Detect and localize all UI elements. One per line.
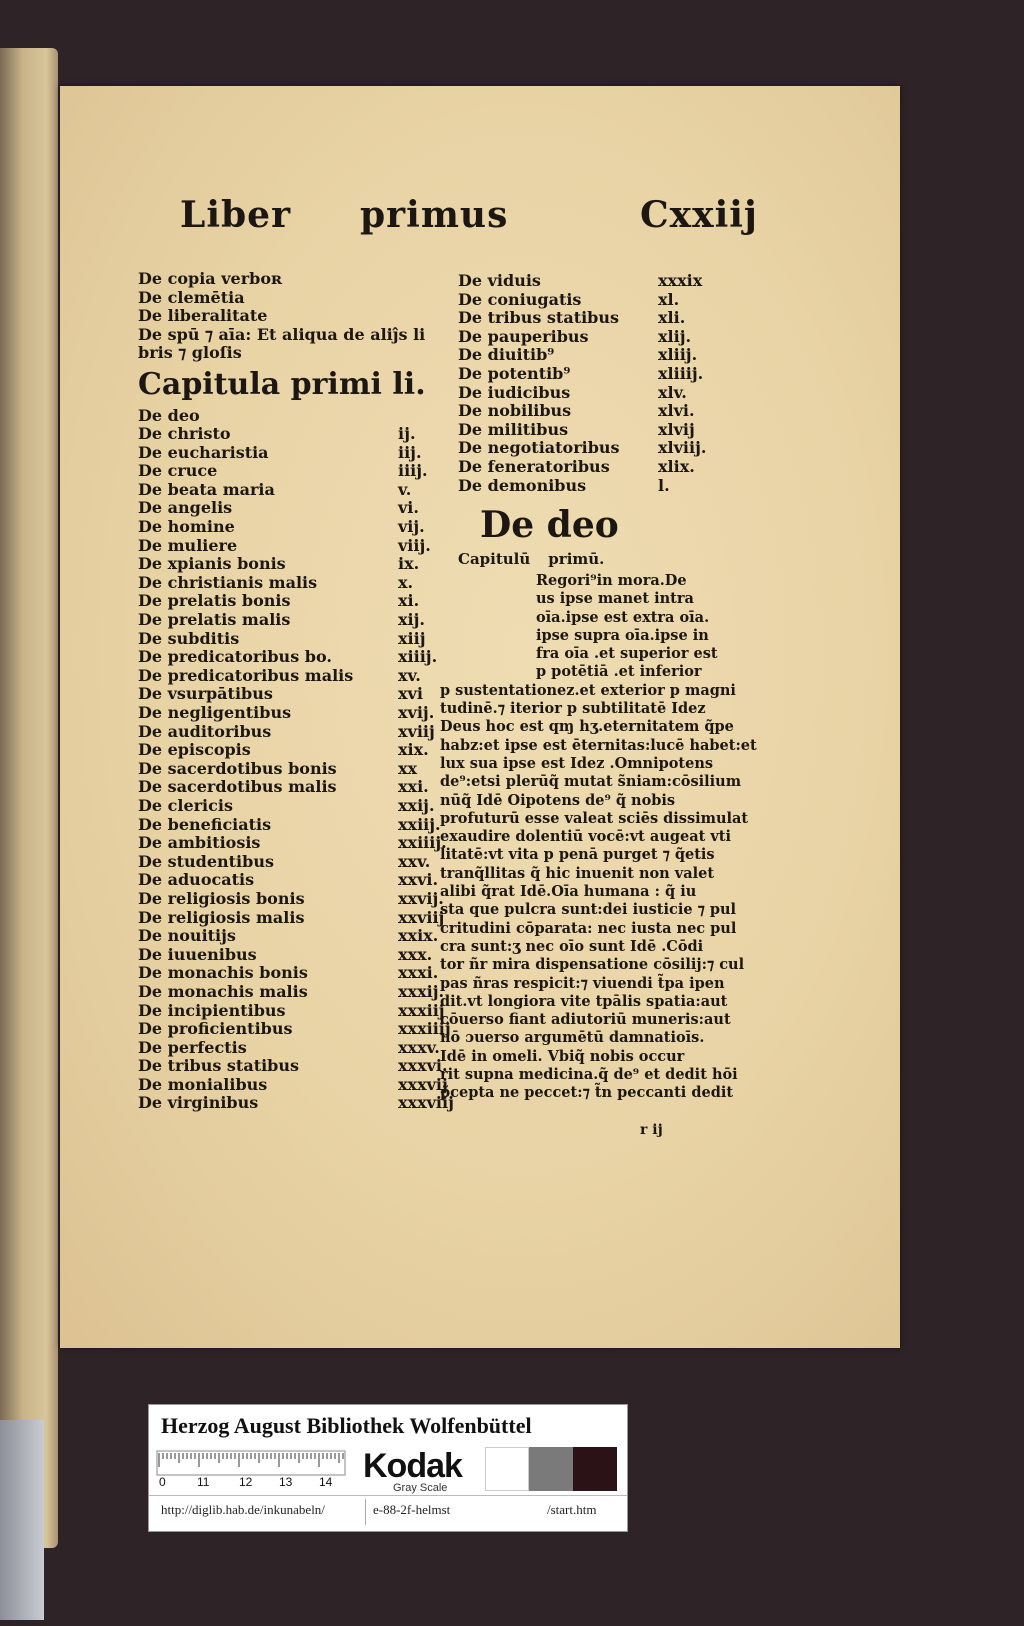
chapter-entry bbox=[138, 425, 458, 444]
body-line: us ipse manet intra bbox=[536, 590, 694, 608]
chapter-label: De viduis bbox=[458, 271, 541, 290]
chapter-label: De aduocatis bbox=[138, 870, 255, 890]
gray-patch bbox=[529, 1447, 573, 1491]
chapter-entry bbox=[138, 462, 458, 481]
chapter-entry bbox=[138, 983, 458, 1002]
chapter-number: xxviij bbox=[398, 907, 445, 927]
chapter-number: xvi bbox=[398, 684, 423, 704]
chapter-label: De prelatis bonis bbox=[138, 591, 291, 611]
facing-page-label bbox=[0, 1420, 44, 1620]
body-line: lux sua ipse est Idez .Omnipotens bbox=[440, 754, 714, 772]
chapter-entry bbox=[138, 1076, 458, 1095]
chapter-entry bbox=[138, 760, 458, 779]
intro-line: De liberalitate bbox=[138, 306, 268, 325]
chapter-label: De tribus statibus bbox=[458, 308, 619, 328]
chapter-number: xlviij. bbox=[658, 438, 707, 458]
chapter-entry bbox=[138, 1094, 458, 1113]
gray-scale-label: Gray Scale bbox=[393, 1482, 448, 1494]
body-line: rit supna medicina.q̃ de⁹ et dedit hōi bbox=[440, 1066, 738, 1084]
chapter-number: xxxiiij bbox=[398, 1019, 451, 1039]
ruler-number: 12 bbox=[239, 1475, 253, 1489]
chapter-number: xxxvij bbox=[398, 1074, 448, 1094]
chapter-label: De predicatoribus malis bbox=[138, 665, 354, 685]
chapter-entry bbox=[138, 685, 458, 704]
chapter-entry bbox=[138, 964, 458, 983]
color-target-card bbox=[148, 1404, 628, 1532]
body-line: dit.vt longiora vite tpālis spatia:aut bbox=[440, 992, 728, 1010]
intro-line: De spū ⁊ aīa: Et aliqua de aliĵs li bbox=[138, 324, 426, 344]
chapter-label: De feneratoribus bbox=[458, 456, 610, 476]
chapter-label: De prelatis malis bbox=[138, 610, 291, 630]
chapter-number: xxxi. bbox=[398, 963, 439, 983]
chapter-number: xxi. bbox=[398, 777, 429, 797]
chapter-entry bbox=[138, 797, 458, 816]
body-line: alibi q̃rat Idē.Oīa humana : q̃ iu bbox=[440, 883, 697, 901]
body-line: de⁹:etsi plerūq̃ mutat s̃niam:cōsilium bbox=[440, 773, 742, 791]
chapter-entry bbox=[138, 592, 458, 611]
body-line: exaudire dolentiū vocē:vt augeat vti bbox=[440, 828, 731, 846]
chapter-label: De christo bbox=[138, 424, 231, 444]
chapter-label: De pauperibus bbox=[458, 326, 589, 346]
left-column bbox=[138, 270, 458, 1113]
chapter-number: xix. bbox=[398, 740, 429, 760]
chapter-entry bbox=[138, 834, 458, 853]
body-line: nō ɔuerso argumētū damnatioīs. bbox=[440, 1029, 705, 1047]
chapter-number: xxiij. bbox=[398, 814, 441, 834]
library-title: Herzog August Bibliothek Wolfenbüttel bbox=[161, 1413, 532, 1438]
chapter-label: De nobilibus bbox=[458, 401, 572, 421]
facing-page-edge bbox=[0, 48, 58, 1548]
chapter-label: De iudicibus bbox=[458, 382, 571, 402]
body-line: nūq̃ Idē Oipotens de⁹ q̃ nobis bbox=[440, 791, 676, 809]
divider bbox=[149, 1495, 627, 1496]
chapter-number: xlij. bbox=[658, 326, 692, 346]
url-separator bbox=[365, 1499, 366, 1525]
running-header-primus: primus bbox=[360, 194, 509, 236]
ruler-scale bbox=[157, 1451, 345, 1475]
chapter-number: vi. bbox=[398, 498, 419, 518]
chapter-title: De deo bbox=[480, 504, 619, 546]
chapter-entry bbox=[138, 1039, 458, 1058]
chapter-number: xxxix bbox=[658, 271, 703, 290]
chapter-entry bbox=[138, 518, 458, 537]
body-line: p potētiā .et inferior bbox=[536, 663, 702, 681]
chapter-number: xxv. bbox=[398, 851, 431, 871]
chapter-entry bbox=[458, 384, 718, 403]
chapter-entry bbox=[458, 346, 718, 365]
chapter-entry bbox=[138, 890, 458, 909]
chapter-label: De iuuenibus bbox=[138, 944, 257, 964]
chapter-label: De potentib⁹ bbox=[458, 363, 571, 383]
chapter-list-right bbox=[458, 272, 718, 495]
body-line: habz:et ipse est ēternitas:lucē habet:et bbox=[440, 736, 757, 754]
chapter-number: l. bbox=[658, 475, 670, 495]
chapter-number: iiij. bbox=[398, 461, 428, 481]
body-line: p sustentationez.et exterior p magni bbox=[440, 681, 736, 699]
body-line: tranq̃llitas q̃ hic inuenit non valet bbox=[440, 864, 715, 882]
chapter-number bbox=[394, 407, 458, 426]
signature-mark: r ĳ bbox=[640, 1122, 663, 1138]
chapter-label: De auditoribus bbox=[138, 721, 272, 741]
url-shelfmark: e-88-2f-helmst bbox=[373, 1502, 451, 1517]
body-line: Idē in omeli. Vbiq̃ nobis occur bbox=[440, 1047, 685, 1065]
white-patch bbox=[485, 1447, 529, 1491]
chapter-label: De muliere bbox=[138, 535, 238, 555]
chapter-label: De christianis malis bbox=[138, 572, 318, 592]
chapter-label: De proficientibus bbox=[138, 1019, 293, 1039]
running-header-liber: Liber bbox=[180, 194, 292, 236]
kodak-logo: Kodak bbox=[363, 1447, 462, 1485]
chapter-entry bbox=[138, 537, 458, 556]
chapter-number: xlvi. bbox=[658, 401, 695, 421]
chapter-label: De monialibus bbox=[138, 1074, 268, 1094]
body-line: critudini cōparata: nec iusta nec pul bbox=[440, 919, 737, 937]
chapter-entry bbox=[458, 458, 718, 477]
chapter-entry bbox=[138, 1002, 458, 1021]
body-line: pas ñras respicit:⁊ viuendi t̃pa ipen bbox=[440, 974, 725, 992]
chapter-entry bbox=[458, 328, 718, 347]
chapter-label: De deo bbox=[138, 405, 200, 425]
chapter-label: De demonibus bbox=[458, 475, 587, 495]
chapter-entry bbox=[458, 291, 718, 310]
chapter-number: xij. bbox=[398, 610, 425, 630]
body-line: cōuerso fiant adiutoriū muneris:aut bbox=[440, 1011, 731, 1029]
body-line: profuturū esse valeat sciēs dissimulat bbox=[440, 809, 749, 827]
chapter-number: xl. bbox=[658, 289, 680, 309]
chapter-entry bbox=[138, 723, 458, 742]
chapter-entry bbox=[138, 574, 458, 593]
chapter-entry bbox=[138, 555, 458, 574]
chapter-label: De diuitib⁹ bbox=[458, 345, 555, 365]
chapter-body-text bbox=[440, 572, 757, 1103]
chapter-number: xliiij. bbox=[658, 363, 704, 383]
chapter-entry bbox=[138, 1020, 458, 1039]
chapter-label: De episcopis bbox=[138, 740, 251, 760]
chapter-entry bbox=[458, 309, 718, 328]
chapter-label: De cruce bbox=[138, 461, 218, 481]
intro-line: De clemētia bbox=[138, 287, 245, 307]
ruler-number: 0 bbox=[159, 1475, 166, 1489]
chapter-label: De incipientibus bbox=[138, 1000, 286, 1020]
book-page bbox=[60, 86, 900, 1348]
chapter-entry bbox=[138, 909, 458, 928]
chapter-entry bbox=[138, 816, 458, 835]
chapter-label: De religiosis malis bbox=[138, 907, 305, 927]
chapter-number: ĳ. bbox=[398, 424, 416, 444]
chapter-label: De negligentibus bbox=[138, 703, 292, 722]
chapter-entry bbox=[138, 741, 458, 760]
chapter-label: De monachis malis bbox=[138, 981, 308, 1001]
chapter-entry bbox=[458, 402, 718, 421]
chapter-number: xli. bbox=[658, 308, 686, 328]
chapter-entry bbox=[138, 499, 458, 518]
chapter-entry bbox=[138, 667, 458, 686]
chapter-label: De sacerdotibus bonis bbox=[138, 758, 337, 778]
chapter-number: iij. bbox=[398, 442, 422, 462]
capitula-heading: Capitula primi li. bbox=[138, 366, 426, 402]
chapter-number: xxxvi. bbox=[398, 1056, 448, 1076]
ruler-number: 11 bbox=[197, 1475, 210, 1489]
body-line: cra sunt:ʒ nec oīo sunt Idē .Cōdi bbox=[440, 937, 704, 955]
chapter-entry bbox=[138, 481, 458, 500]
chapter-label: De clericis bbox=[138, 795, 233, 815]
chapter-number: xlix. bbox=[658, 456, 695, 476]
chapter-label: De monachis bonis bbox=[138, 963, 308, 983]
chapter-entry bbox=[138, 1057, 458, 1076]
chapter-entry bbox=[138, 407, 458, 426]
chapter-number: xvij. bbox=[398, 703, 435, 722]
chapter-entry bbox=[138, 611, 458, 630]
body-line: Deus hoc est qɱ hʒ.eternitatem q̃pe bbox=[440, 718, 734, 736]
chapter-number: x. bbox=[398, 572, 414, 592]
chapter-entry bbox=[138, 778, 458, 797]
intro-line: bris ⁊ gloſis bbox=[138, 343, 242, 362]
url-suffix: /start.htm bbox=[547, 1502, 597, 1517]
chapter-number: xxxviij bbox=[398, 1093, 454, 1113]
dark-patch bbox=[573, 1447, 617, 1491]
chapter-label: De homine bbox=[138, 517, 235, 537]
chapter-number: xxij. bbox=[398, 795, 435, 815]
chapter-entry bbox=[138, 704, 458, 723]
body-line: tudinē.⁊ iterior p subtilitatē Idez bbox=[440, 700, 706, 718]
body-line: ipse supra oīa.ipse in bbox=[536, 626, 709, 644]
folio-number: Cxxiij bbox=[640, 194, 758, 236]
chapter-label: De vsurpātibus bbox=[138, 684, 273, 704]
url-base: http://diglib.hab.de/inkunabeln/ bbox=[161, 1502, 325, 1517]
body-line: Regori⁹in mora.De bbox=[536, 572, 687, 589]
chapter-number: xxiiij. bbox=[398, 833, 447, 853]
chapter-label: De militibus bbox=[458, 419, 569, 439]
chapter-label: De religiosis bonis bbox=[138, 888, 305, 908]
chapter-label: De ambitiosis bbox=[138, 833, 261, 853]
chapter-label: De tribus statibus bbox=[138, 1056, 299, 1076]
chapter-number: ix. bbox=[398, 554, 420, 574]
body-line: fra oīa .et superior est bbox=[536, 645, 718, 663]
chapter-entry bbox=[458, 477, 718, 496]
chapter-label: De beneficiatis bbox=[138, 814, 272, 834]
chapter-list-left bbox=[138, 407, 458, 1114]
chapter-label: De perfectis bbox=[138, 1037, 247, 1057]
capitulum-label: Capitulū bbox=[458, 550, 531, 568]
chapter-entry bbox=[458, 439, 718, 458]
intro-line: De copia verboʀ bbox=[138, 269, 283, 288]
chapter-label: De negotiatoribus bbox=[458, 438, 620, 458]
chapter-label: De nouitijs bbox=[138, 926, 236, 946]
chapter-number: xxvij. bbox=[398, 888, 444, 908]
chapter-label: De xpianis bonis bbox=[138, 554, 286, 574]
chapter-entry bbox=[138, 444, 458, 463]
chapter-number: viij. bbox=[398, 535, 431, 555]
chapter-label: De eucharistia bbox=[138, 442, 269, 462]
chapter-number: xiiij. bbox=[398, 647, 438, 667]
chapter-label: De beata maria bbox=[138, 479, 275, 499]
chapter-number: xxxij. bbox=[398, 981, 445, 1001]
chapter-number: xv. bbox=[398, 665, 421, 685]
body-line: tor ñr mira dispensatione cōsilij:⁊ cul bbox=[440, 956, 745, 974]
chapter-label: De sacerdotibus malis bbox=[138, 777, 337, 797]
ruler-number: 14 bbox=[319, 1475, 333, 1489]
chapter-number: v. bbox=[398, 479, 412, 499]
chapter-number: xlvij bbox=[658, 419, 695, 439]
chapter-number: xviij bbox=[398, 721, 435, 741]
chapter-number: vij. bbox=[398, 517, 425, 537]
chapter-number: xiij bbox=[398, 628, 426, 648]
chapter-entry bbox=[138, 871, 458, 890]
chapter-label: De studentibus bbox=[138, 851, 274, 871]
chapter-number: xi. bbox=[398, 591, 420, 611]
chapter-number: xxxv. bbox=[398, 1037, 440, 1057]
body-line: litatē:vt vita p penā purget ⁊ q̃etis bbox=[440, 846, 715, 864]
chapter-entry bbox=[138, 927, 458, 946]
chapter-number: xlv. bbox=[658, 382, 687, 402]
chapter-label: De virginibus bbox=[138, 1093, 259, 1113]
chapter-number: xxvi. bbox=[398, 870, 439, 890]
chapter-number: xxx. bbox=[398, 944, 433, 964]
chapter-entry bbox=[458, 272, 718, 291]
chapter-entry bbox=[138, 630, 458, 649]
chapter-label: De angelis bbox=[138, 498, 233, 518]
chapter-label: De subditis bbox=[138, 628, 240, 648]
chapter-label: De coniugatis bbox=[458, 289, 582, 309]
ruler-number: 13 bbox=[279, 1475, 293, 1489]
chapter-number: xx bbox=[398, 758, 418, 778]
chapter-number: xliij. bbox=[658, 345, 698, 365]
chapter-label: De predicatoribus bo. bbox=[138, 647, 332, 667]
chapter-entry bbox=[138, 946, 458, 965]
body-line: p̃cepta ne peccet:⁊ t̃n peccanti dedit bbox=[440, 1084, 734, 1102]
chapter-entry bbox=[458, 421, 718, 440]
chapter-entry bbox=[458, 365, 718, 384]
chapter-entry bbox=[138, 853, 458, 872]
capitulum-primum: primū. bbox=[548, 550, 605, 568]
chapter-subtitle bbox=[458, 550, 604, 568]
chapter-number: xxix. bbox=[398, 926, 439, 946]
body-line: sta que pulcra sunt:dei iusticie ⁊ pul bbox=[440, 901, 737, 919]
body-line: oīa.ipse est extra oīa. bbox=[536, 608, 710, 626]
chapter-number: xxxiij bbox=[398, 1000, 445, 1020]
chapter-entry bbox=[138, 648, 458, 667]
